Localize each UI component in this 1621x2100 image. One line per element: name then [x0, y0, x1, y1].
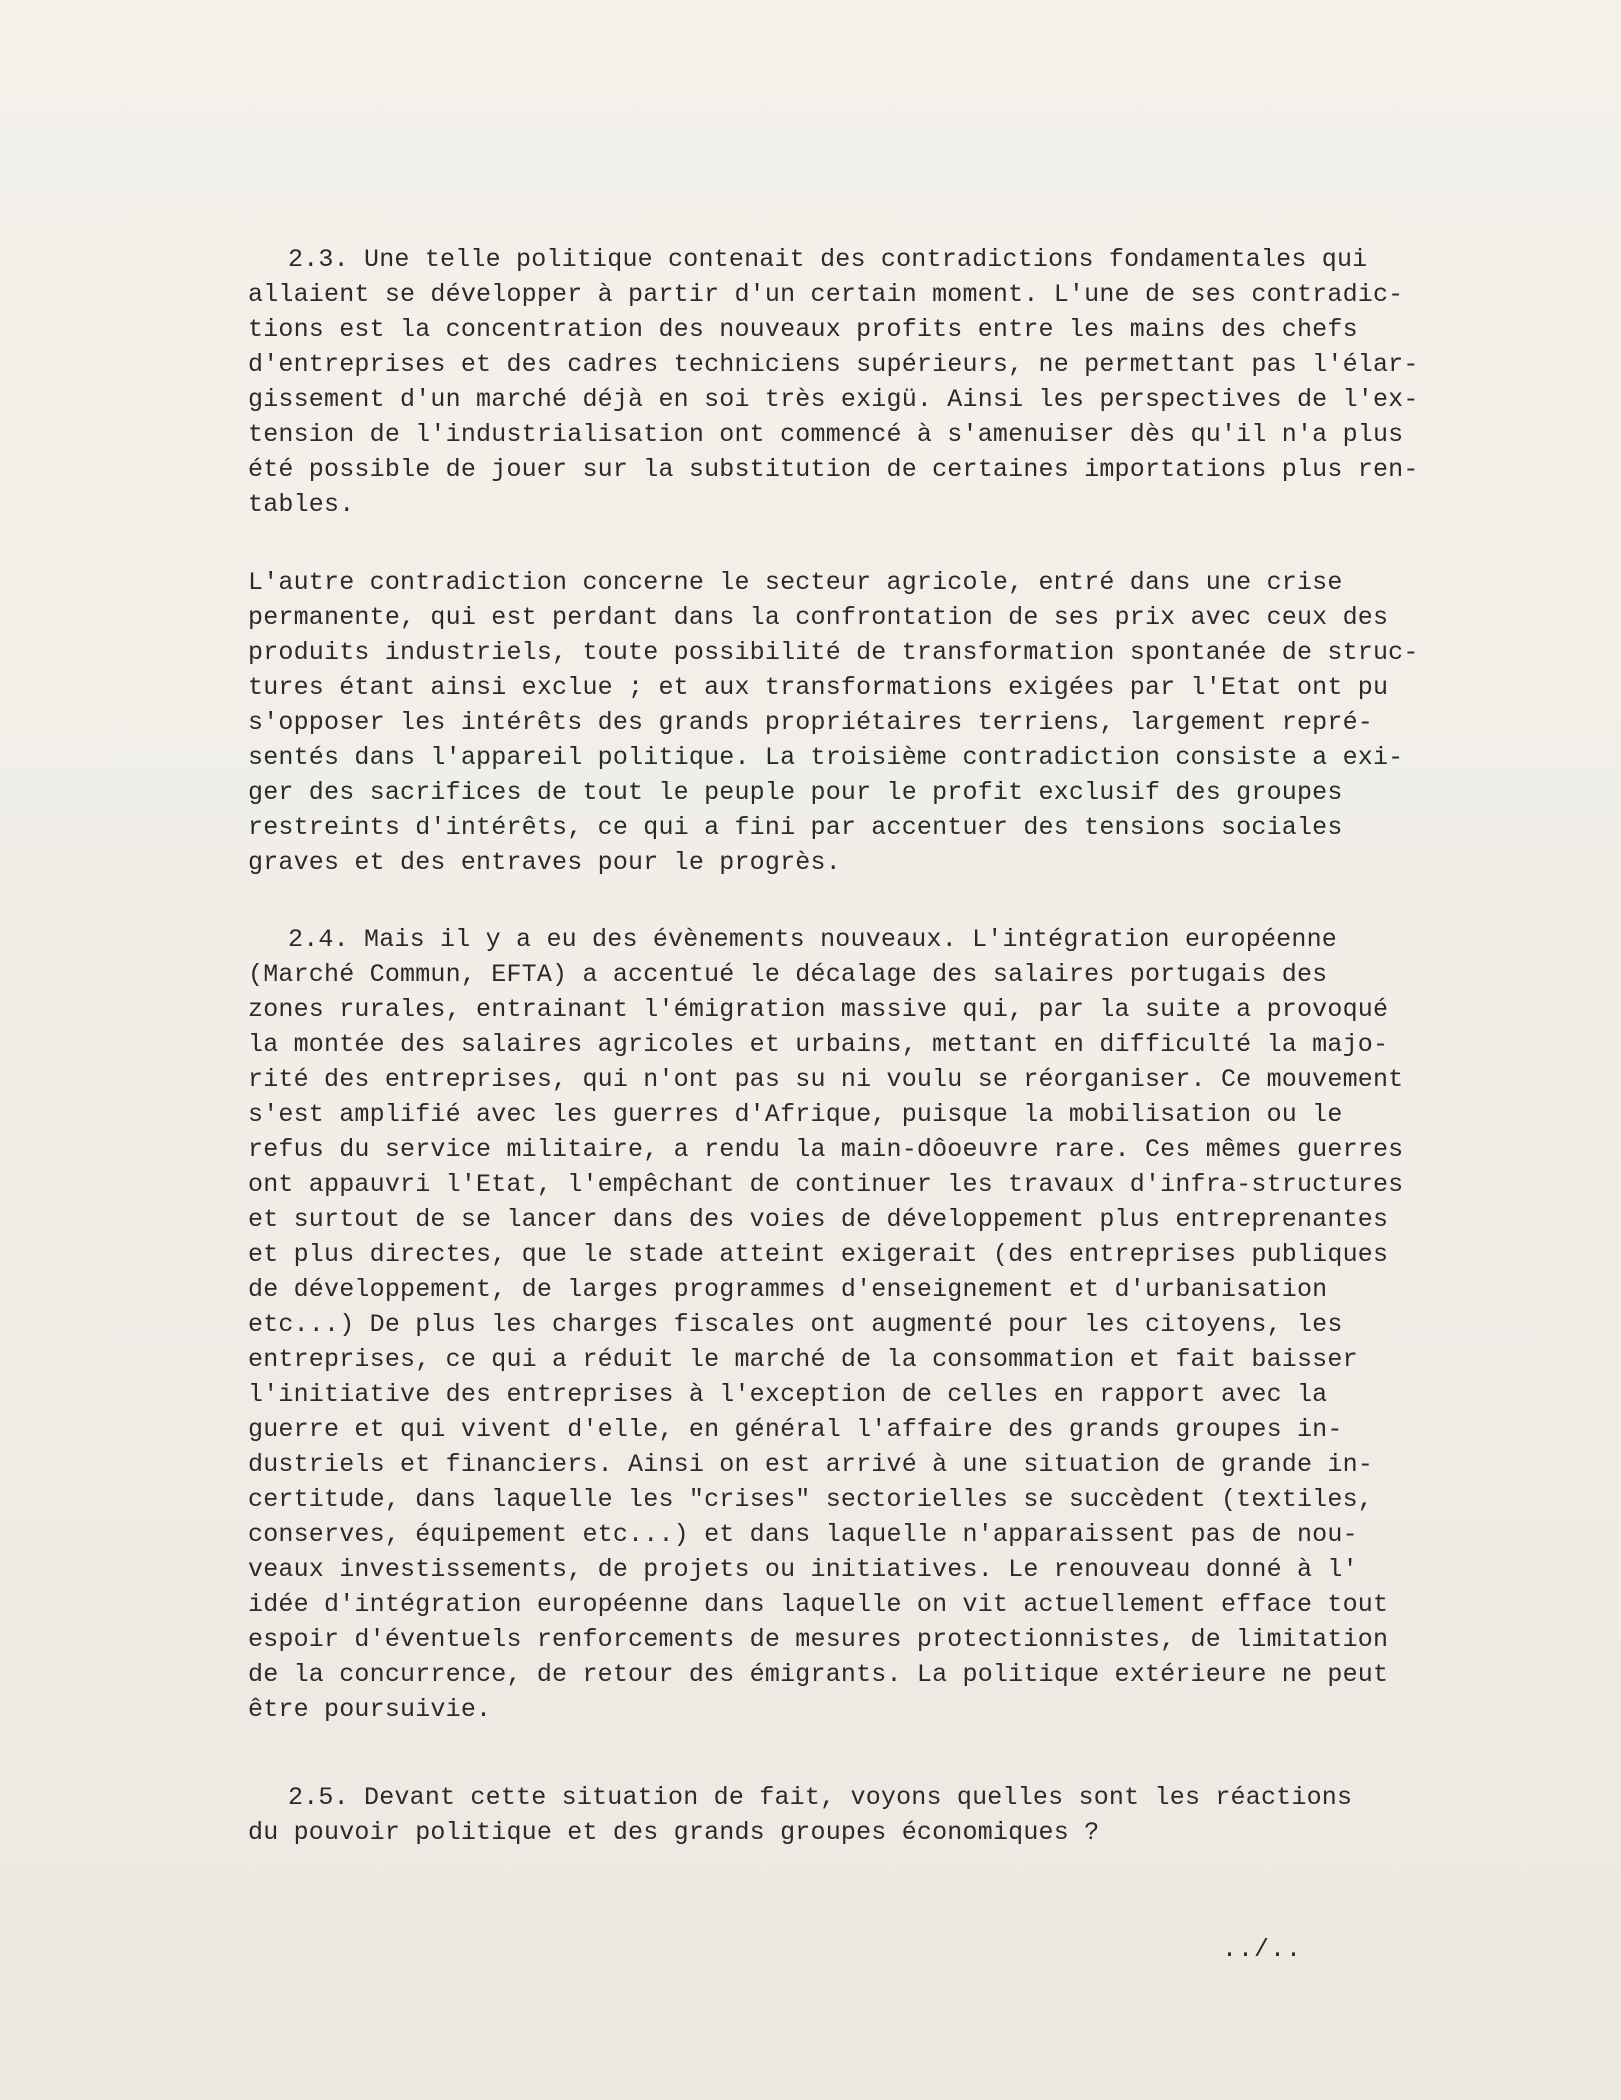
paragraph-2-5 — [248, 1780, 1448, 1850]
text-line: du pouvoir politique et des grands groupes économiques ? — [248, 1818, 1100, 1847]
text-line: produits industriels, toute possibilité de transformation spontanée de struc- — [248, 638, 1419, 667]
text-line: sentés dans l'appareil politique. La troisième contradiction consiste a exi- — [248, 743, 1404, 772]
text-line: conserves, équipement etc...) et dans laquelle n'apparaissent pas de nou- — [248, 1520, 1358, 1549]
text-line: s'opposer les intérêts des grands propriétaires terriens, largement repré- — [248, 708, 1373, 737]
text-line: (Marché Commun, EFTA) a accentué le décalage des salaires portugais des — [248, 960, 1328, 989]
text-line: et surtout de se lancer dans des voies de développement plus entreprenantes — [248, 1205, 1389, 1234]
paragraph-2-3 — [248, 242, 1448, 522]
text-line: la montée des salaires agricoles et urbains, mettant en difficulté la majo- — [248, 1030, 1389, 1059]
text-line: espoir d'éventuels renforcements de mesures protectionnistes, de limitation — [248, 1625, 1389, 1654]
paragraph-2-4 — [248, 922, 1448, 1727]
text-line: l'initiative des entreprises à l'exception de celles en rapport avec la — [248, 1380, 1328, 1409]
text-line: ont appauvri l'Etat, l'empêchant de continuer les travaux d'infra-structures — [248, 1170, 1404, 1199]
text-line: restreints d'intérêts, ce qui a fini par accentuer des tensions sociales — [248, 813, 1343, 842]
text-line: idée d'intégration européenne dans laquelle on vit actuellement efface tout — [248, 1590, 1389, 1619]
text-line: rité des entreprises, qui n'ont pas su ni voulu se réorganiser. Ce mouvement — [248, 1065, 1404, 1094]
text-line: s'est amplifié avec les guerres d'Afrique, puisque la mobilisation ou le — [248, 1100, 1343, 1129]
text-line: entreprises, ce qui a réduit le marché de la consommation et fait baisser — [248, 1345, 1358, 1374]
text-line: être poursuivie. — [248, 1695, 492, 1724]
text-line: zones rurales, entrainant l'émigration massive qui, par la suite a provoqué — [248, 995, 1389, 1024]
text-line: allaient se développer à partir d'un certain moment. L'une de ses contradic- — [248, 280, 1404, 309]
continuation-mark: ../.. — [1222, 1935, 1303, 1964]
text-line: tions est la concentration des nouveaux profits entre les mains des chefs — [248, 315, 1358, 344]
text-line: guerre et qui vivent d'elle, en général l'affaire des grands groupes in- — [248, 1415, 1343, 1444]
text-line: 2.5. Devant cette situation de fait, voyons quelles sont les réactions — [288, 1783, 1353, 1812]
text-line: etc...) De plus les charges fiscales ont augmenté pour les citoyens, les — [248, 1310, 1343, 1339]
text-line: gissement d'un marché déjà en soi très exigü. Ainsi les perspectives de l'ex- — [248, 385, 1419, 414]
paragraph-2-3-continued — [248, 565, 1448, 880]
text-line: veaux investissements, de projets ou initiatives. Le renouveau donné à l' — [248, 1555, 1358, 1584]
text-line: tures étant ainsi exclue ; et aux transformations exigées par l'Etat ont pu — [248, 673, 1389, 702]
text-line: L'autre contradiction concerne le secteur agricole, entré dans une crise — [248, 568, 1343, 597]
text-line: certitude, dans laquelle les "crises" sectorielles se succèdent (textiles, — [248, 1485, 1373, 1514]
text-line: de la concurrence, de retour des émigrants. La politique extérieure ne peut — [248, 1660, 1389, 1689]
text-line: d'entreprises et des cadres techniciens supérieurs, ne permettant pas l'élar- — [248, 350, 1419, 379]
text-line: été possible de jouer sur la substitution de certaines importations plus ren- — [248, 455, 1419, 484]
text-line: et plus directes, que le stade atteint exigerait (des entreprises publiques — [248, 1240, 1389, 1269]
text-line: graves et des entraves pour le progrès. — [248, 848, 841, 877]
text-line: permanente, qui est perdant dans la confrontation de ses prix avec ceux des — [248, 603, 1389, 632]
text-line: 2.4. Mais il y a eu des évènements nouveaux. L'intégration européenne — [288, 925, 1337, 954]
text-line: ger des sacrifices de tout le peuple pour le profit exclusif des groupes — [248, 778, 1343, 807]
text-line: refus du service militaire, a rendu la main-dôoeuvre rare. Ces mêmes guerres — [248, 1135, 1404, 1164]
text-line: 2.3. Une telle politique contenait des contradictions fondamentales qui — [288, 245, 1368, 274]
text-line: tension de l'industrialisation ont commencé à s'amenuiser dès qu'il n'a plus — [248, 420, 1404, 449]
text-line: de développement, de larges programmes d'enseignement et d'urbanisation — [248, 1275, 1328, 1304]
text-line: dustriels et financiers. Ainsi on est arrivé à une situation de grande in- — [248, 1450, 1373, 1479]
text-line: tables. — [248, 490, 355, 519]
